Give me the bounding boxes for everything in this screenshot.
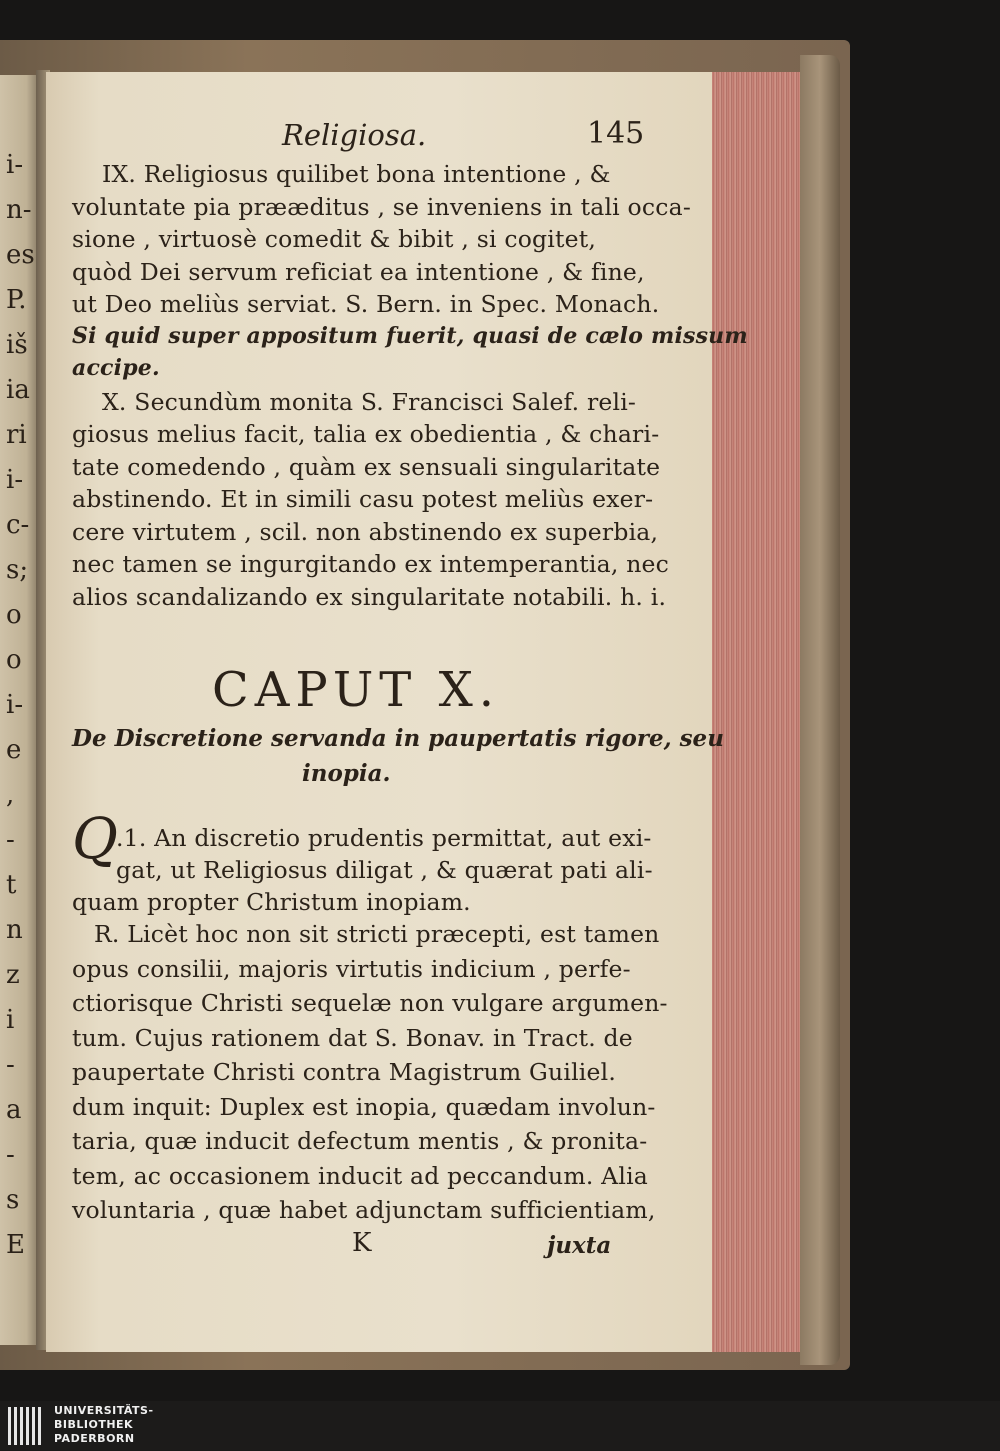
text-line: tem, ac occasionem inducit ad peccandum. Alia bbox=[72, 1161, 648, 1190]
library-logo-icon bbox=[8, 1407, 46, 1445]
signature-mark: K bbox=[352, 1228, 372, 1258]
running-title: Religiosa. bbox=[282, 118, 427, 152]
margin-fragment: z bbox=[6, 960, 20, 990]
text-line: paupertate Christi contra Magistrum Guiliel. bbox=[72, 1058, 617, 1086]
margin-fragment: i- bbox=[6, 465, 24, 495]
text-line: ctiorisque Christi sequelæ non vulgare argumen- bbox=[72, 989, 668, 1017]
library-name bbox=[54, 1404, 154, 1446]
margin-fragment: s bbox=[6, 1185, 20, 1215]
margin-fragment: s; bbox=[6, 555, 29, 585]
catchword: juxta bbox=[547, 1232, 612, 1259]
text-line: taria, quæ inducit defectum mentis , & pronita- bbox=[72, 1127, 648, 1155]
margin-fragment: - bbox=[6, 1050, 15, 1080]
margin-fragment: a bbox=[6, 1095, 22, 1125]
margin-fragment: - bbox=[6, 1140, 15, 1170]
margin-fragment: n bbox=[6, 915, 23, 945]
text-line: sione , virtuosè comedit & bibit , si cogitet, bbox=[72, 225, 597, 253]
library-line: PADERBORN bbox=[54, 1432, 135, 1445]
margin-fragment: o bbox=[6, 645, 22, 675]
margin-fragment: i bbox=[6, 1005, 15, 1035]
text-line: IX. Religiosus quilibet bona intentione , & bbox=[102, 160, 611, 188]
library-line: UNIVERSITÄTS- bbox=[54, 1404, 154, 1417]
text-line: voluntaria , quæ habet adjunctam sufficientiam, bbox=[72, 1196, 656, 1224]
margin-fragment: t bbox=[6, 870, 17, 900]
footer-bar bbox=[0, 1401, 1000, 1451]
text-line: quam propter Christum inopiam. bbox=[72, 888, 471, 916]
margin-fragment: c- bbox=[6, 510, 30, 540]
text-line: .1. An discretio prudentis permittat, aut exi- bbox=[116, 824, 652, 852]
text-line: R. Licèt hoc non sit stricti præcepti, est tamen bbox=[94, 920, 660, 948]
text-line: quòd Dei servum reficiat ea intentione , & fine, bbox=[72, 257, 645, 286]
text-line: nec tamen se ingurgitando ex intemperantia, nec bbox=[72, 550, 669, 578]
margin-fragment: es bbox=[6, 240, 35, 270]
text-line: dum inquit: Duplex est inopia, quædam involun- bbox=[72, 1092, 656, 1121]
text-line: abstinendo. Et in simili casu potest meliùs exer- bbox=[72, 485, 654, 513]
text-line: cere virtutem , scil. non abstinendo ex superbia, bbox=[72, 517, 659, 546]
margin-fragment: , bbox=[6, 780, 15, 810]
chapter-subtitle-line2: inopia. bbox=[302, 760, 391, 787]
library-line: BIBLIOTHEK bbox=[54, 1418, 134, 1431]
margin-fragment: o bbox=[6, 600, 22, 630]
margin-fragment: E bbox=[6, 1230, 25, 1260]
book-board bbox=[800, 55, 840, 1365]
text-line: opus consilii, majoris virtutis indicium , perfe- bbox=[72, 954, 631, 983]
text-line: Si quid super appositum fuerit, quasi de cælo missum bbox=[72, 322, 748, 349]
text-line: accipe. bbox=[72, 355, 160, 381]
margin-fragment: iš bbox=[6, 330, 28, 360]
text-line: giosus melius facit, talia ex obedientia , & chari- bbox=[72, 420, 660, 448]
margin-fragment: ia bbox=[6, 375, 30, 405]
margin-fragment: e bbox=[6, 735, 22, 765]
margin-fragment: - bbox=[6, 825, 15, 855]
chapter-title: CAPUT X. bbox=[212, 662, 500, 718]
text-line: gat, ut Religiosus diligat , & quærat pati ali- bbox=[116, 856, 653, 884]
text-line: tate comedendo , quàm ex sensuali singularitate bbox=[72, 452, 661, 481]
drop-initial: Q bbox=[72, 807, 118, 872]
margin-fragment: i- bbox=[6, 150, 24, 180]
text-line: alios scandalizando ex singularitate notabili. h. i. bbox=[72, 582, 667, 611]
text-line: tum. Cujus rationem dat S. Bonav. in Tract. de bbox=[72, 1023, 633, 1052]
margin-fragment: ri bbox=[6, 420, 27, 450]
page-edges bbox=[712, 72, 802, 1352]
page-number: 145 bbox=[587, 116, 645, 151]
margin-fragment: P. bbox=[6, 285, 27, 315]
margin-fragment: i- bbox=[6, 690, 24, 720]
margin-fragment: n- bbox=[6, 195, 32, 225]
chapter-subtitle-line1: De Discretione servanda in paupertatis rigore, seu bbox=[72, 725, 724, 752]
text-line: X. Secundùm monita S. Francisci Salef. reli- bbox=[102, 387, 637, 416]
text-line: ut Deo meliùs serviat. S. Bern. in Spec. Monach. bbox=[72, 290, 660, 318]
text-line: voluntate pia prææditus , se inveniens in tali occa- bbox=[72, 192, 691, 221]
